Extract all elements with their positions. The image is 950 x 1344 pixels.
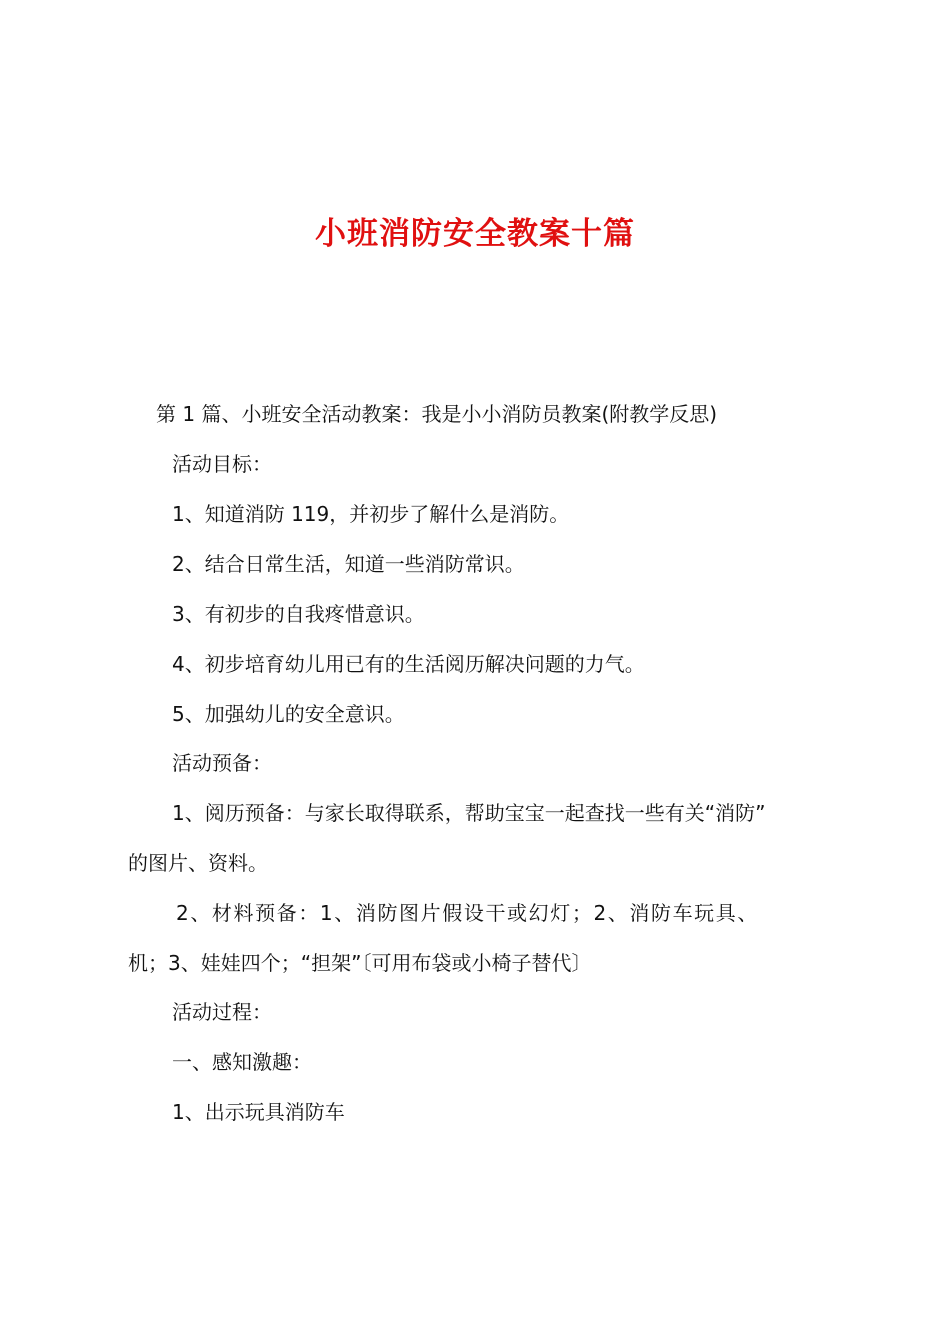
paragraph-line: 1、出示玩具消防车 — [172, 1100, 345, 1124]
document-title: 小班消防安全教案十篇 — [315, 216, 635, 252]
paragraph-line: 一、感知激趣： — [172, 1050, 312, 1074]
paragraph-line: 的图片、资料。 — [128, 851, 268, 875]
paragraph-line: 活动过程： — [172, 1000, 272, 1024]
paragraph-line: 活动预备： — [172, 751, 272, 775]
paragraph-line: 1、阅历预备：与家长取得联系，帮助宝宝一起查找一些有关“消防” — [172, 801, 766, 825]
paragraph-line: 3、有初步的自我疼惜意识。 — [172, 602, 425, 626]
section-heading: 第 1 篇、小班安全活动教案：我是小小消防员教案(附教学反思) — [156, 402, 718, 426]
paragraph-line: 4、初步培育幼儿用已有的生活阅历解决问题的力气。 — [172, 652, 645, 676]
paragraph-line: 5、加强幼儿的安全意识。 — [172, 702, 405, 726]
paragraph-line: 2、材料预备：1、消防图片假设干或幻灯；2、消防车玩具、 — [176, 901, 759, 925]
paragraph-line: 活动目标： — [172, 452, 272, 476]
paragraph-line: 机；3、娃娃四个；“担架”〔可用布袋或小椅子替代〕 — [128, 951, 592, 975]
paragraph-line: 2、结合日常生活，知道一些消防常识。 — [172, 552, 525, 576]
paragraph-line: 1、知道消防 119，并初步了解什么是消防。 — [172, 502, 570, 526]
